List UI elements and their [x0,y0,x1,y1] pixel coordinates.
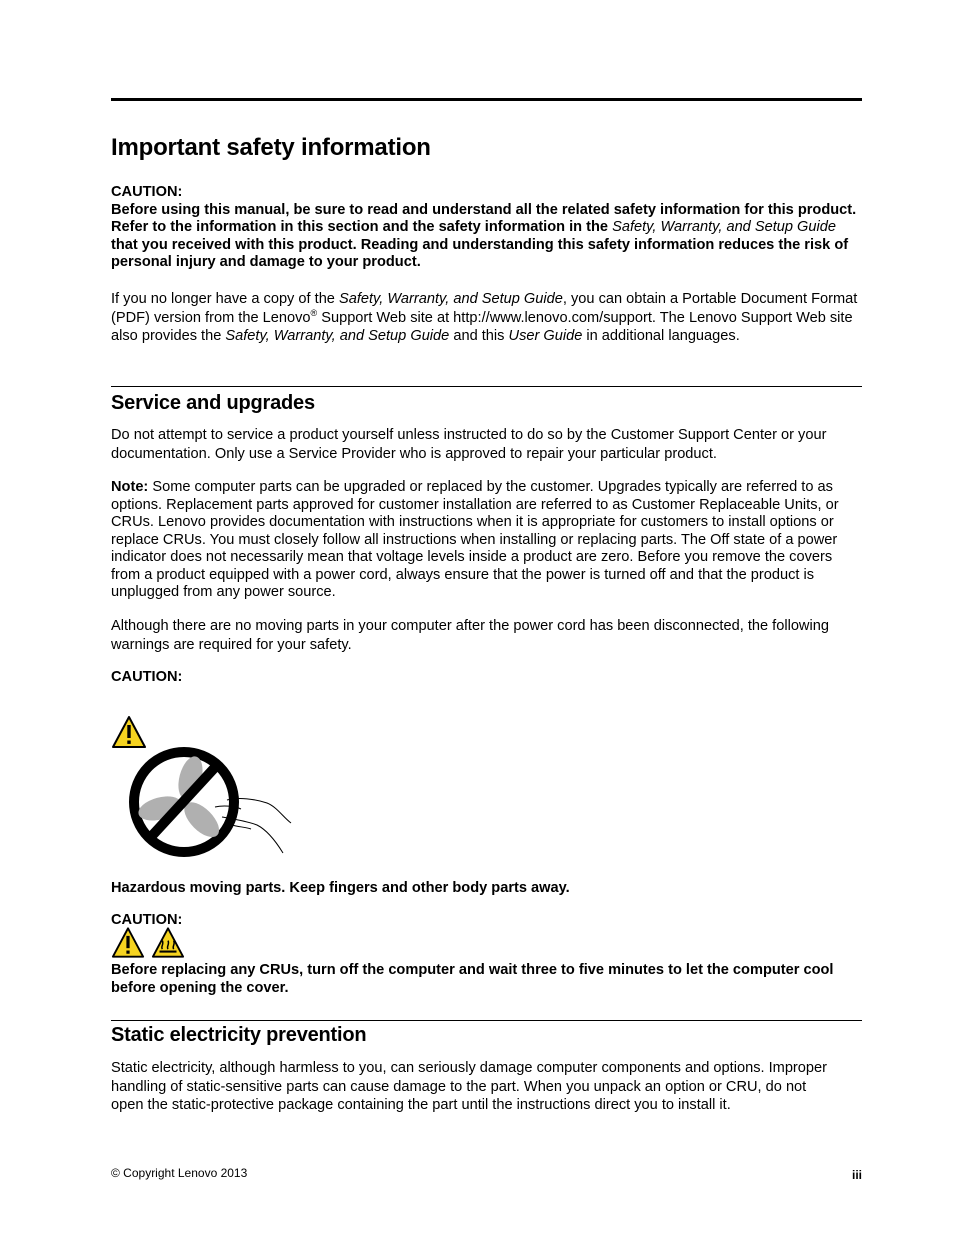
intro-text-1: If you no longer have a copy of the [111,291,339,307]
registered-mark: ® [310,307,318,318]
intro-text-4: and this [449,328,509,344]
intro-paragraph [111,290,862,346]
intro-guide-title-2: Safety, Warranty, and Setup Guide [225,328,450,344]
hot-surface-icon [151,926,185,959]
page-title: Important safety information [111,134,431,161]
caution-label-2: CAUTION: [111,912,183,928]
intro-text-2: , you can obtain a Portable Document Format (PDF) version from the Lenovo [111,291,858,326]
intro-text-5: in additional languages. [582,328,740,344]
top-rule [111,98,862,101]
cru-caution-text: Before replacing any CRUs, turn off the computer and wait three to five minutes to let the computer cool before opening the cover. [111,962,834,996]
intro-caution-text-1: Before using this manual, be sure to read and understand all the related safety information for this product. Refer to the information in this section and the safety information in the [111,201,857,235]
document-page [111,0,862,1235]
section-rule-service [111,386,862,387]
service-note [111,479,862,602]
intro-caution-guide-title: Safety, Warranty, and Setup Guide [612,219,836,235]
section-rule-static [111,1020,862,1021]
intro-caution-text-2: that you received with this product. Reading and understanding this safety information reduces the risk of personal injury and damage to your product. [111,236,849,270]
intro-text-3: Support Web site at http://www.lenovo.com/support. The Lenovo Support Web site also provides the [111,309,853,344]
service-paragraph-2: Although there are no moving parts in your computer after the power cord has been disconnected, the following warnings are required for your safety. [111,618,829,653]
copyright-footer: © Copyright Lenovo 2013 [111,1166,248,1180]
intro-caution-label: CAUTION: [111,184,183,200]
hazard-warning-text: Hazardous moving parts. Keep fingers and other body parts away. [111,880,570,896]
warning-triangle-icon [111,715,147,749]
warning-triangle-icon [111,926,145,959]
note-label: Note: [111,479,149,495]
intro-caution [111,184,862,272]
service-paragraph-1: Do not attempt to service a product yourself unless instructed to do so by the Customer Support Center or your documentation. Only use a Service Provider who is approved to repair your particular product. [111,427,827,462]
intro-guide-title: Safety, Warranty, and Setup Guide [338,291,563,307]
page-number: iii [851,1168,862,1182]
static-heading: Static electricity prevention [111,1024,367,1046]
caution-label-1: CAUTION: [111,669,183,685]
intro-user-guide-title: User Guide [508,328,583,344]
no-fan-fingers-icon [127,745,295,860]
note-text: Some computer parts can be upgraded or replaced by the customer. Upgrades typically are referred to as options. Replacement parts approved for customer installation are referred to as Customer Replaceable Units, or CRUs. Lenovo provides documentation with instructions when it is appropriate for customers to install options or replace CRUs. You must closely follow all instructions when installing or replacing parts. The Off state of a power indicator does not necessarily mean that voltage levels inside a product are zero. Before you remove the covers from a product equipped with a power cord, always ensure that the power is turned off and that the product is unplugged from any power source. [111,479,839,600]
service-heading: Service and upgrades [111,392,315,414]
static-paragraph: Static electricity, although harmless to you, can seriously damage computer components and options. Improper handling of static-sensitive parts can cause damage to the part. When you unpack an option or CRU, do not open the static-protective package containing the part until the instructions direct you to install it. [111,1060,827,1113]
